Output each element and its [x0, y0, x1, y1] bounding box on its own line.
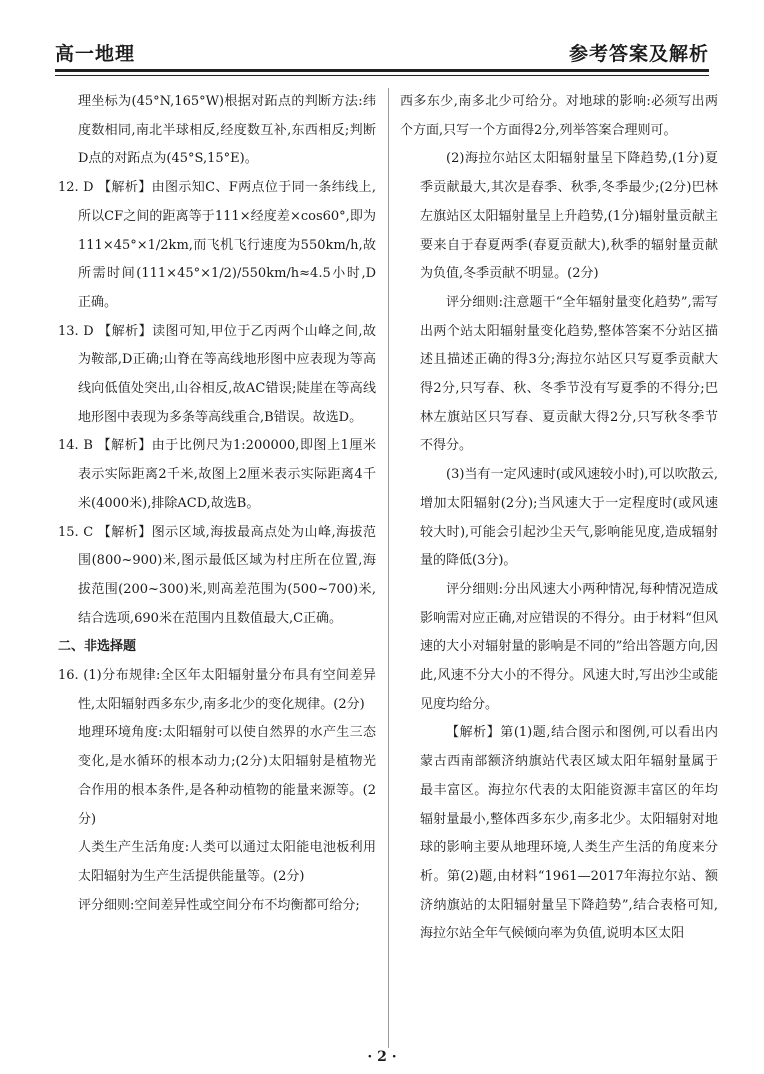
paragraph: (2)海拉尔站区太阳辐射量呈下降趋势,(1分)夏季贡献最大,其次是春季、秋季,冬季最少;(2分)巴林左旗站区太阳辐射量呈上升趋势,(1分)辐射量贡献主要来自于春夏两季(春夏贡献大),秋季的辐射量贡献为负值,冬季贡献不明显。(2分) — [420, 151, 718, 282]
page-header — [55, 42, 709, 72]
paragraph: 【解析】第(1)题,结合图示和图例,可以看出内蒙古西南部额济纳旗站代表区域太阳年辐射量属于最丰富区。海拉尔代表的太阳能资源丰富区的年均辐射量最小,整体西多东少,南多北少。太阳辐射对地球的影响主要从地理环境,人类生产生活的角度来分析。第(2)题,由材料“1961—2017年海拉尔站、额济纳旗站的太阳辐射量呈下降趋势”,结合表格可知,海拉尔站全年气候倾向率为负值,说明本区太阳 — [420, 725, 718, 942]
paragraph: 13. D 【解析】读图可知,甲位于乙丙两个山峰之间,故为鞍部,D正确;山脊在等高线地形图中应表现为等高线向低值处突出,山谷相反,故AC错误;陡崖在等高线地形图中表现为多条等高线重合,B错误。故选D。 — [58, 323, 376, 425]
paragraph: 12. D 【解析】由图示知C、F两点位于同一条纬线上,所以CF之间的距离等于111×经度差×cos60°,即为111×45°×1/2km,而飞机飞行速度为550km/h,故所需时间(111×45°×1/2)/550km/h≈4.5小时,D正确。 — [58, 180, 376, 310]
header-rule-thin — [55, 75, 709, 76]
paragraph: 西多东少,南多北少可给分。对地球的影响:必须写出两个方面,只写一个方面得2分,列举答案合理则可。 — [400, 94, 718, 138]
paragraph: 16. (1)分布规律:全区年太阳辐射量分布具有空间差异性,太阳辐射西多东少,南多北少的变化规律。(2分) — [58, 668, 376, 712]
paragraph: (3)当有一定风速时(或风速较小时),可以吹散云,增加太阳辐射(2分);当风速大于一定程度时(或风速较大时),可能会引起沙尘天气,影响能见度,造成辐射量的降低(3分)。 — [420, 467, 718, 569]
paragraph: 15. C 【解析】图示区域,海拔最高点处为山峰,海拔范围(800~900)米,图示最低区域为村庄所在位置,海拔范围(200~300)米,则高差范围为(500~700)米,结合选项,690米在范围内且数值最大,C正确。 — [58, 524, 376, 626]
paragraph: 评分细则:分出风速大小两种情况,每种情况造成影响需对应正确,对应错误的不得分。由于材料“但风速的大小对辐射量的影响是不同的”给出答题方向,因此,风速不分大小的不得分。风速大时,写出沙尘或能见度均给分。 — [420, 581, 718, 712]
paragraph: 评分细则:空间差异性或空间分布不均衡都可给分; — [78, 897, 360, 913]
right-column — [400, 88, 718, 949]
paragraph: 理坐标为(45°N,165°W)根据对跖点的判断方法:纬度数相同,南北半球相反,经度数互补,东西相反;判断D点的对跖点为(45°S,15°E)。 — [78, 94, 376, 167]
paragraph: 评分细则:注意题干“全年辐射量变化趋势”,需写出两个站太阳辐射量变化趋势,整体答案不分站区描述且描述正确的得3分;海拉尔站区只写夏季贡献大得2分,只写春、秋、冬季节没有写夏季的不得分;巴林左旗站区只写春、夏贡献大得2分,只写秋冬季节不得分。 — [420, 294, 718, 454]
column-divider — [388, 88, 389, 1048]
paragraph: 14. B 【解析】由于比例尺为1:200000,即图上1厘米表示实际距离2千米,故图上2厘米表示实际距离4千米(4000米),排除ACD,故选B。 — [58, 438, 376, 511]
paragraph: 地理环境角度:太阳辐射可以使自然界的水产生三态变化,是水循环的根本动力;(2分)太阳辐射是植物光合作用的根本条件,是各种动植物的能量来源等。(2分) — [78, 725, 376, 827]
section-title: 参考答案及解析 — [568, 43, 709, 65]
page-number: · 2 · — [367, 1049, 397, 1065]
header-rule — [55, 69, 709, 72]
subject-title: 高一地理 — [55, 43, 136, 65]
left-column — [58, 88, 376, 920]
paragraph: 人类生产生活角度:人类可以通过太阳能电池板利用太阳辐射为生产生活提供能量等。(2分) — [78, 840, 376, 884]
section-heading: 二、非选择题 — [58, 639, 137, 655]
